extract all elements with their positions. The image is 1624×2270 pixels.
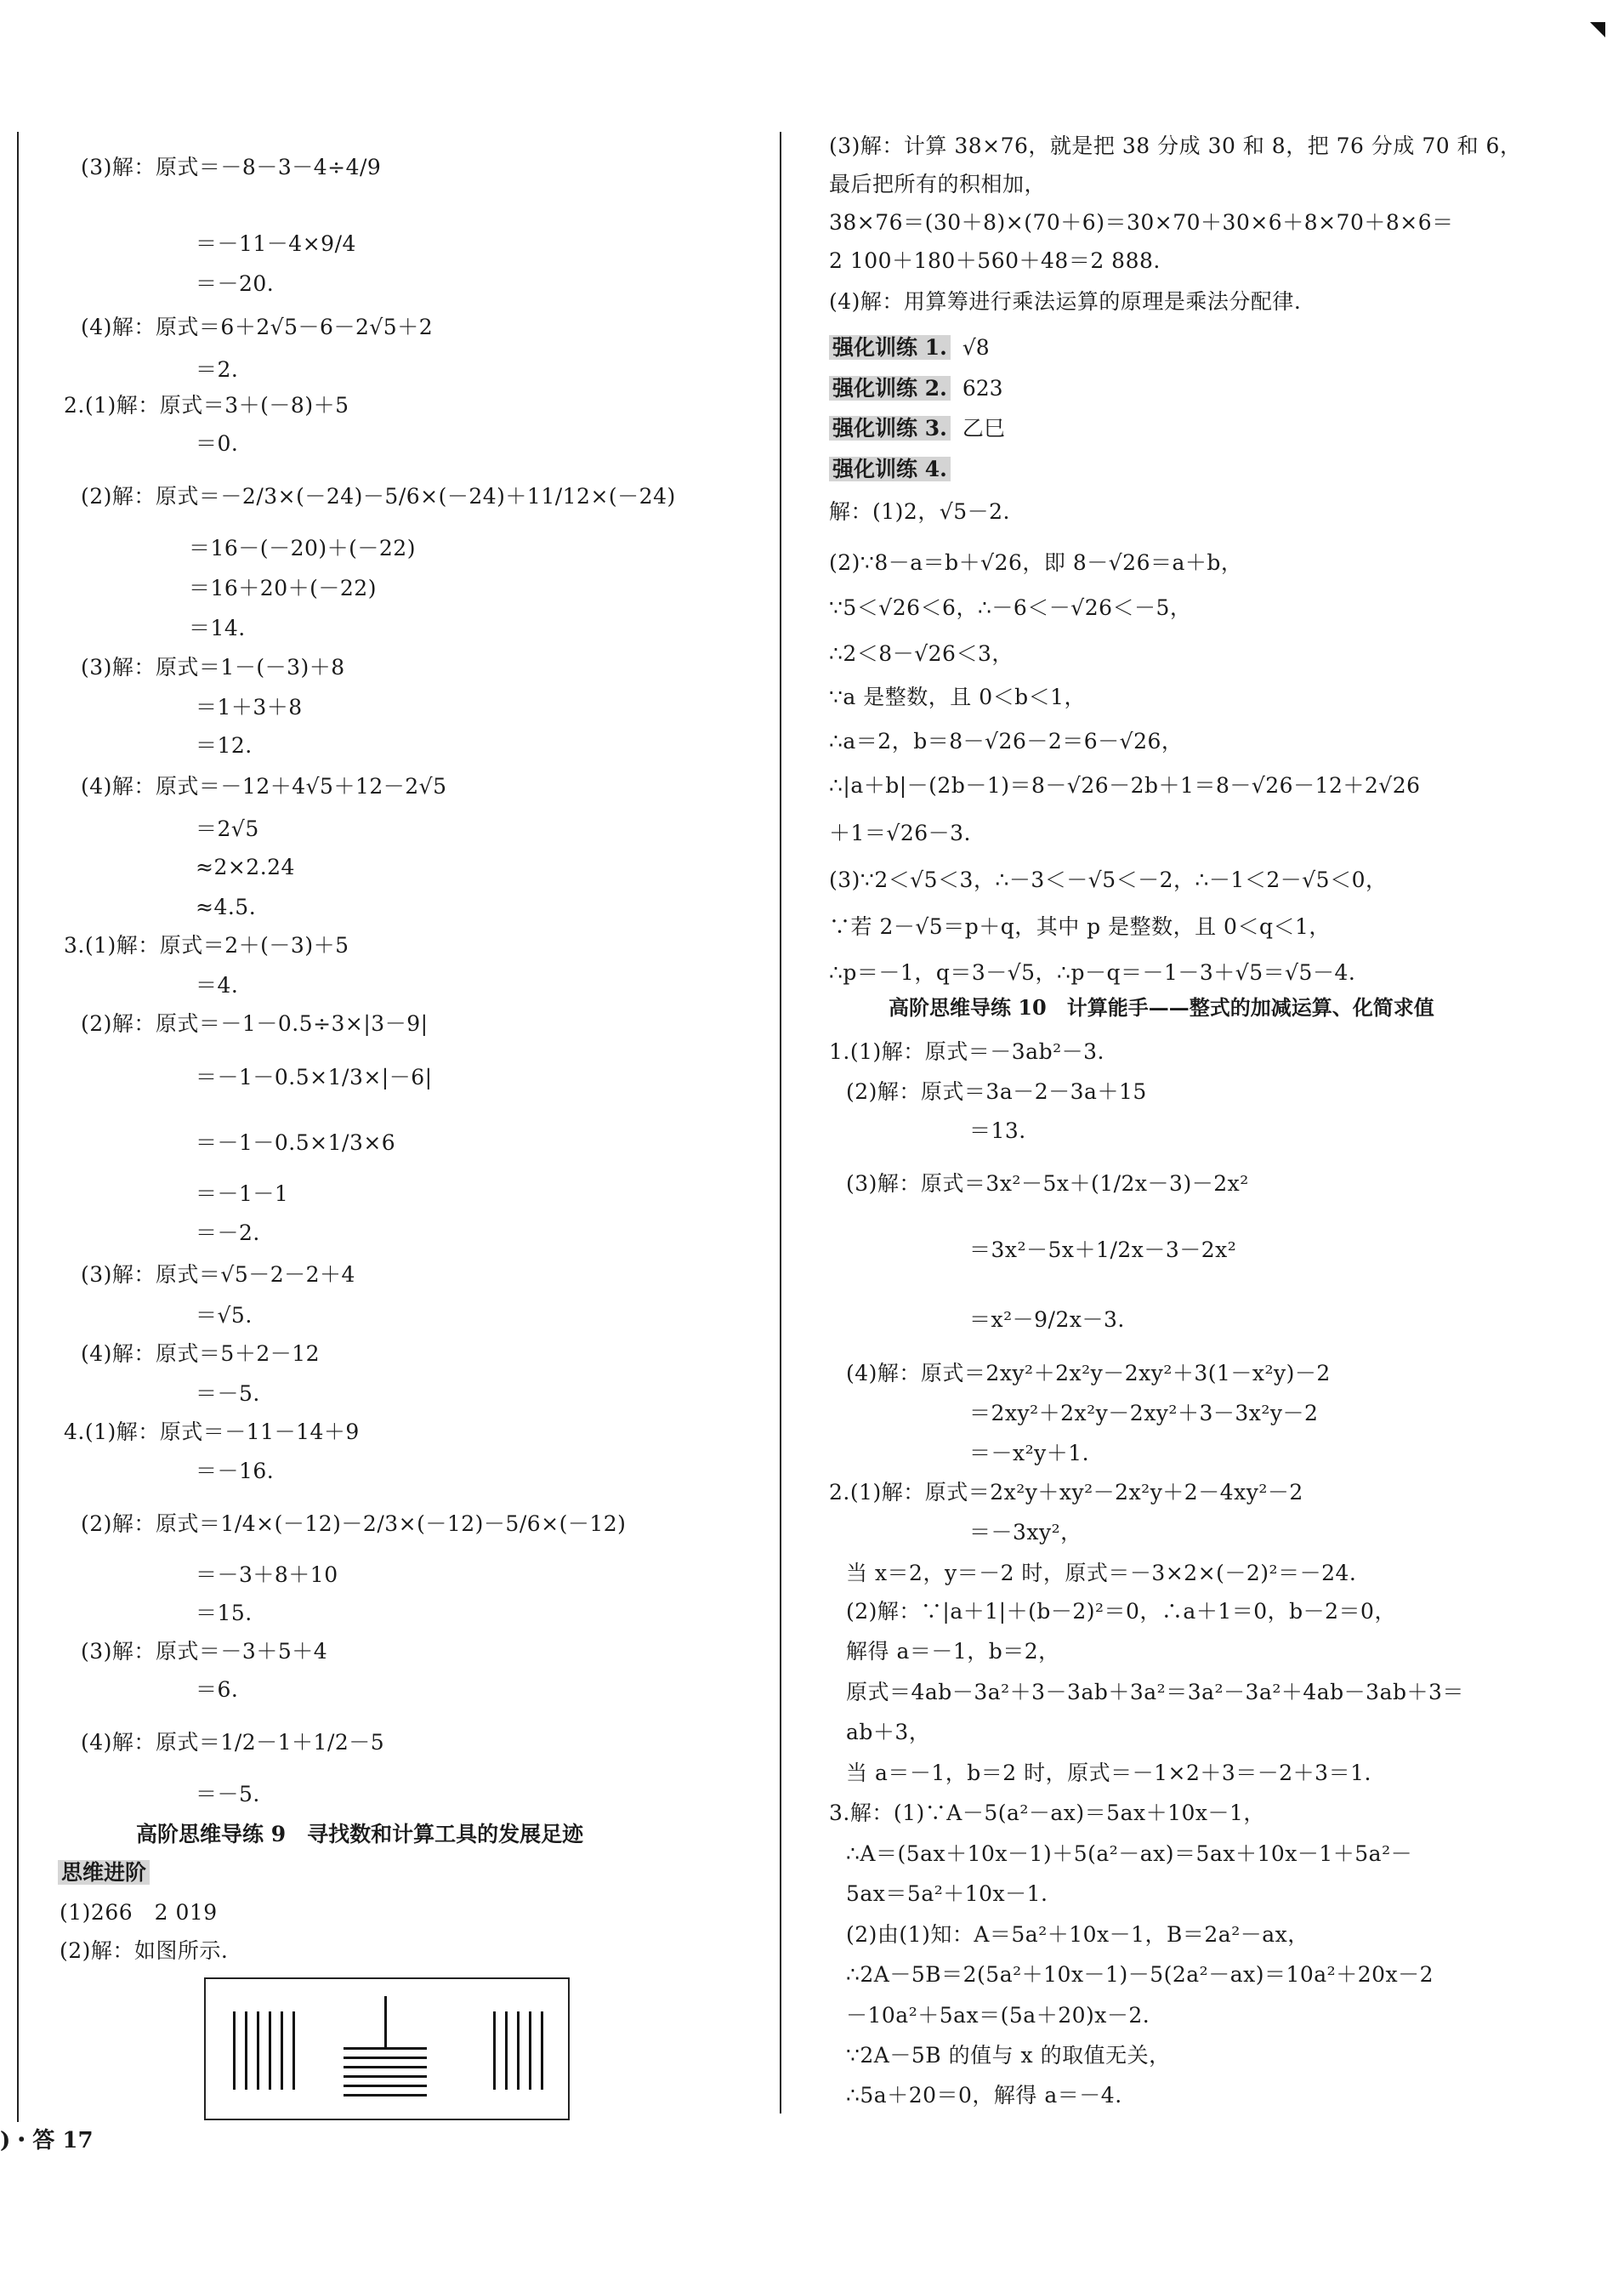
solution-line: ∴a＝2，b＝8－√26－2＝6－√26， (829, 729, 1184, 754)
solution-line: ＝2√5 (196, 816, 259, 841)
solution-line: ＝16－(－20)＋(－22) (189, 536, 416, 560)
solution-line: (2)∵8－a＝b＋√26，即 8－√26＝a＋b， (829, 550, 1243, 575)
solution-line: (4)解：原式＝－12＋4√5＋12－2√5 (81, 774, 447, 799)
vertical-rod (269, 2011, 271, 2090)
training-tag-label: 强化训练 2. (829, 376, 951, 401)
solution-line: 38×76＝(30＋8)×(70＋6)＝30×70＋30×6＋8×70＋8×6＝ (829, 210, 1454, 235)
training-value: 乙巳 (962, 416, 1005, 441)
training-tag-label: 强化训练 4. (829, 457, 951, 481)
training-value: √8 (962, 335, 990, 360)
solution-line: 2.(1)解：原式＝3＋(－8)＋5 (64, 393, 349, 418)
training-answer (829, 374, 1003, 403)
subtitle-label: 思维进阶 (58, 1860, 150, 1885)
solution-line: ＝－3＋8＋10 (196, 1562, 338, 1587)
solution-line: ＝14. (189, 616, 246, 640)
solution-line: (3)解：原式＝－3＋5＋4 (81, 1639, 328, 1664)
solution-line: 5ax＝5a²＋10x－1. (846, 1881, 1048, 1906)
vertical-rod (292, 2011, 295, 2090)
solution-line: (3)解：原式＝3x²－5x＋(1/2x－3)－2x² (846, 1171, 1249, 1196)
vertical-rod (245, 2011, 247, 2090)
section-title-9: 高阶思维导练 9 寻找数和计算工具的发展足迹 (136, 1822, 584, 1846)
solution-line: ∴2＜8－√26＜3， (829, 641, 1014, 666)
solution-line: ∵2A－5B 的值与 x 的取值无关， (846, 2043, 1171, 2068)
solution-line: ＝－1－1 (196, 1181, 289, 1206)
page-footer: )・答 17 (0, 2128, 94, 2153)
solution-line: ＝3x²－5x＋1/2x－3－2x² (969, 1237, 1237, 1262)
horizontal-rod (344, 2047, 427, 2050)
solution-line: (3)解：原式＝√5－2－2＋4 (81, 1262, 355, 1287)
solution-line: ＝6. (196, 1677, 239, 1702)
solution-line: 2 100＋180＋560＋48＝2 888. (829, 248, 1161, 273)
training-answer (829, 414, 1005, 443)
horizontal-rod (344, 2075, 427, 2078)
solution-line: (4)解：原式＝5＋2－12 (81, 1341, 321, 1366)
solution-line: ＋1＝√26－3. (829, 821, 972, 845)
vertical-rod (529, 2011, 531, 2090)
solution-line: ＝1＋3＋8 (196, 695, 303, 720)
solution-line: ∴5a＋20＝0，解得 a＝－4. (846, 2083, 1122, 2108)
solution-line: ＝x²－9/2x－3. (969, 1307, 1125, 1332)
solution-line: ≈4.5. (196, 895, 257, 919)
solution-line: 最后把所有的积相加， (829, 172, 1047, 196)
solution-line: ∴p＝－1，q＝3－√5，∴p－q＝－1－3＋√5＝√5－4. (829, 960, 1356, 985)
vertical-rod (257, 2011, 259, 2090)
solution-line: 4.(1)解：原式＝－11－14＋9 (64, 1419, 360, 1444)
solution-line: ＝4. (196, 973, 239, 998)
solution-line: ＝－16. (196, 1459, 275, 1483)
solution-line: ＝13. (969, 1118, 1026, 1143)
solution-line: ＝0. (196, 431, 239, 456)
solution-line: (4)解：用算筹进行乘法运算的原理是乘法分配律. (829, 289, 1302, 314)
solution-line: (3)∵2＜√5＜3，∴－3＜－√5＜－2，∴－1＜2－√5＜0， (829, 868, 1388, 892)
solution-line: 3.(1)解：原式＝2＋(－3)＋5 (64, 933, 349, 958)
left-margin-rule (17, 132, 19, 2122)
solution-line: (4)解：原式＝6＋2√5－6－2√5＋2 (81, 315, 434, 339)
solution-line: ＝2xy²＋2x²y－2xy²＋3－3x²y－2 (969, 1401, 1319, 1425)
solution-line: ＝－5. (196, 1381, 260, 1406)
vertical-rod (505, 2011, 508, 2090)
corner-crop-mark (1590, 22, 1605, 37)
solution-line: (2)解：原式＝－1－0.5÷3×|3－9| (81, 1011, 429, 1036)
solution-line: (2)解：原式＝3a－2－3a＋15 (846, 1079, 1147, 1104)
column-divider (780, 132, 781, 2114)
solution-line: ab＋3， (846, 1720, 931, 1744)
solution-line: ＝√5. (196, 1303, 253, 1328)
solution-line: (2)解：∵|a＋1|＋(b－2)²＝0，∴a＋1＝0，b－2＝0， (846, 1599, 1396, 1624)
training-answer (829, 333, 990, 362)
solution-line: ＝－3xy²， (969, 1520, 1082, 1545)
solution-line: (3)解：计算 38×76，就是把 38 分成 30 和 8，把 76 分成 70 和 6， (829, 134, 1522, 158)
solution-line: 2.(1)解：原式＝2x²y＋xy²－2x²y＋2－4xy²－2 (829, 1480, 1303, 1505)
training-answer (829, 455, 962, 484)
solution-line: ＝－20. (196, 271, 275, 296)
solution-line: (2)由(1)知：A＝5a²＋10x－1，B＝2a²－ax， (846, 1922, 1309, 1947)
vertical-rod (233, 2011, 236, 2090)
solution-line: ∵5＜√26＜6，∴－6＜－√26＜－5， (829, 595, 1192, 620)
solution-line: (3)解：原式＝1－(－3)＋8 (81, 655, 345, 680)
horizontal-rod (344, 2057, 427, 2059)
vertical-rod (541, 2011, 543, 2090)
solution-line: －10a²＋5ax＝(5a＋20)x－2. (846, 2003, 1150, 2028)
solution-line: (2)解：如图所示. (60, 1938, 229, 1963)
vertical-rod (281, 2011, 283, 2090)
solution-line: ＝2. (196, 357, 239, 382)
solution-line: 解得 a＝－1，b＝2， (846, 1639, 1060, 1664)
solution-line: ＝12. (196, 733, 253, 758)
counting-rods-figure (204, 1977, 570, 2120)
solution-line: (4)解：原式＝1/2－1＋1/2－5 (81, 1730, 385, 1755)
solution-line: ＝15. (196, 1601, 253, 1625)
horizontal-rod (344, 2066, 427, 2068)
solution-line: ＝－1－0.5×1/3×6 (196, 1130, 396, 1155)
solution-line: ∵a 是整数，且 0＜b＜1， (829, 685, 1087, 709)
vertical-rod (517, 2011, 520, 2090)
training-tag-label: 强化训练 3. (829, 416, 951, 441)
solution-line: 当 x＝2，y＝－2 时，原式＝－3×2×(－2)²＝－24. (846, 1561, 1357, 1585)
solution-line: ＝16＋20＋(－22) (189, 576, 377, 600)
solution-line: (2)解：原式＝－2/3×(－24)－5/6×(－24)＋11/12×(－24) (81, 484, 676, 509)
vertical-rod (384, 1996, 387, 2047)
horizontal-rod (344, 2085, 427, 2087)
solution-line: ≈2×2.24 (196, 855, 295, 879)
solution-line: ∵若 2－√5＝p＋q，其中 p 是整数，且 0＜q＜1， (829, 914, 1331, 939)
solution-line: ＝－1－0.5×1/3×|－6| (196, 1065, 433, 1089)
solution-line: (2)解：原式＝1/4×(－12)－2/3×(－12)－5/6×(－12) (81, 1511, 627, 1536)
horizontal-rod (344, 2094, 427, 2096)
solution-line: ＝－2. (196, 1220, 260, 1245)
solution-line: ＝－x²y＋1. (969, 1441, 1090, 1465)
solution-line: 解：(1)2，√5－2. (829, 499, 1011, 524)
vertical-rod (493, 2011, 496, 2090)
solution-line: 当 a＝－1，b＝2 时，原式＝－1×2＋3＝－2＋3＝1. (846, 1761, 1371, 1785)
training-tag-label: 强化训练 1. (829, 335, 951, 360)
solution-line: ＝－5. (196, 1782, 260, 1806)
solution-line: ∴|a＋b|－(2b－1)＝8－√26－2b＋1＝8－√26－12＋2√26 (829, 773, 1421, 798)
solution-line: ∴A＝(5ax＋10x－1)＋5(a²－ax)＝5ax＋10x－1＋5a²－ (846, 1841, 1413, 1866)
solution-line: (4)解：原式＝2xy²＋2x²y－2xy²＋3(1－x²y)－2 (846, 1361, 1331, 1385)
solution-line: ∴2A－5B＝2(5a²＋10x－1)－5(2a²－ax)＝10a²＋20x－2 (846, 1962, 1434, 1987)
solution-line: 原式＝4ab－3a²＋3－3ab＋3a²＝3a²－3a²＋4ab－3ab＋3＝ (846, 1680, 1464, 1704)
solution-line: 3.解：(1)∵A－5(a²－ax)＝5ax＋10x－1， (829, 1801, 1265, 1825)
subtitle-thinking-advance (58, 1858, 150, 1887)
solution-line: 1.(1)解：原式＝－3ab²－3. (829, 1039, 1104, 1064)
section-title-10: 高阶思维导练 10 计算能手——整式的加减运算、化简求值 (889, 995, 1434, 1020)
solution-line: (3)解：原式＝－8－3－4÷4/9 (81, 155, 382, 179)
training-value: 623 (962, 376, 1003, 401)
solution-line: (1)266 2 019 (60, 1900, 218, 1925)
solution-line: ＝－11－4×9/4 (196, 231, 356, 256)
